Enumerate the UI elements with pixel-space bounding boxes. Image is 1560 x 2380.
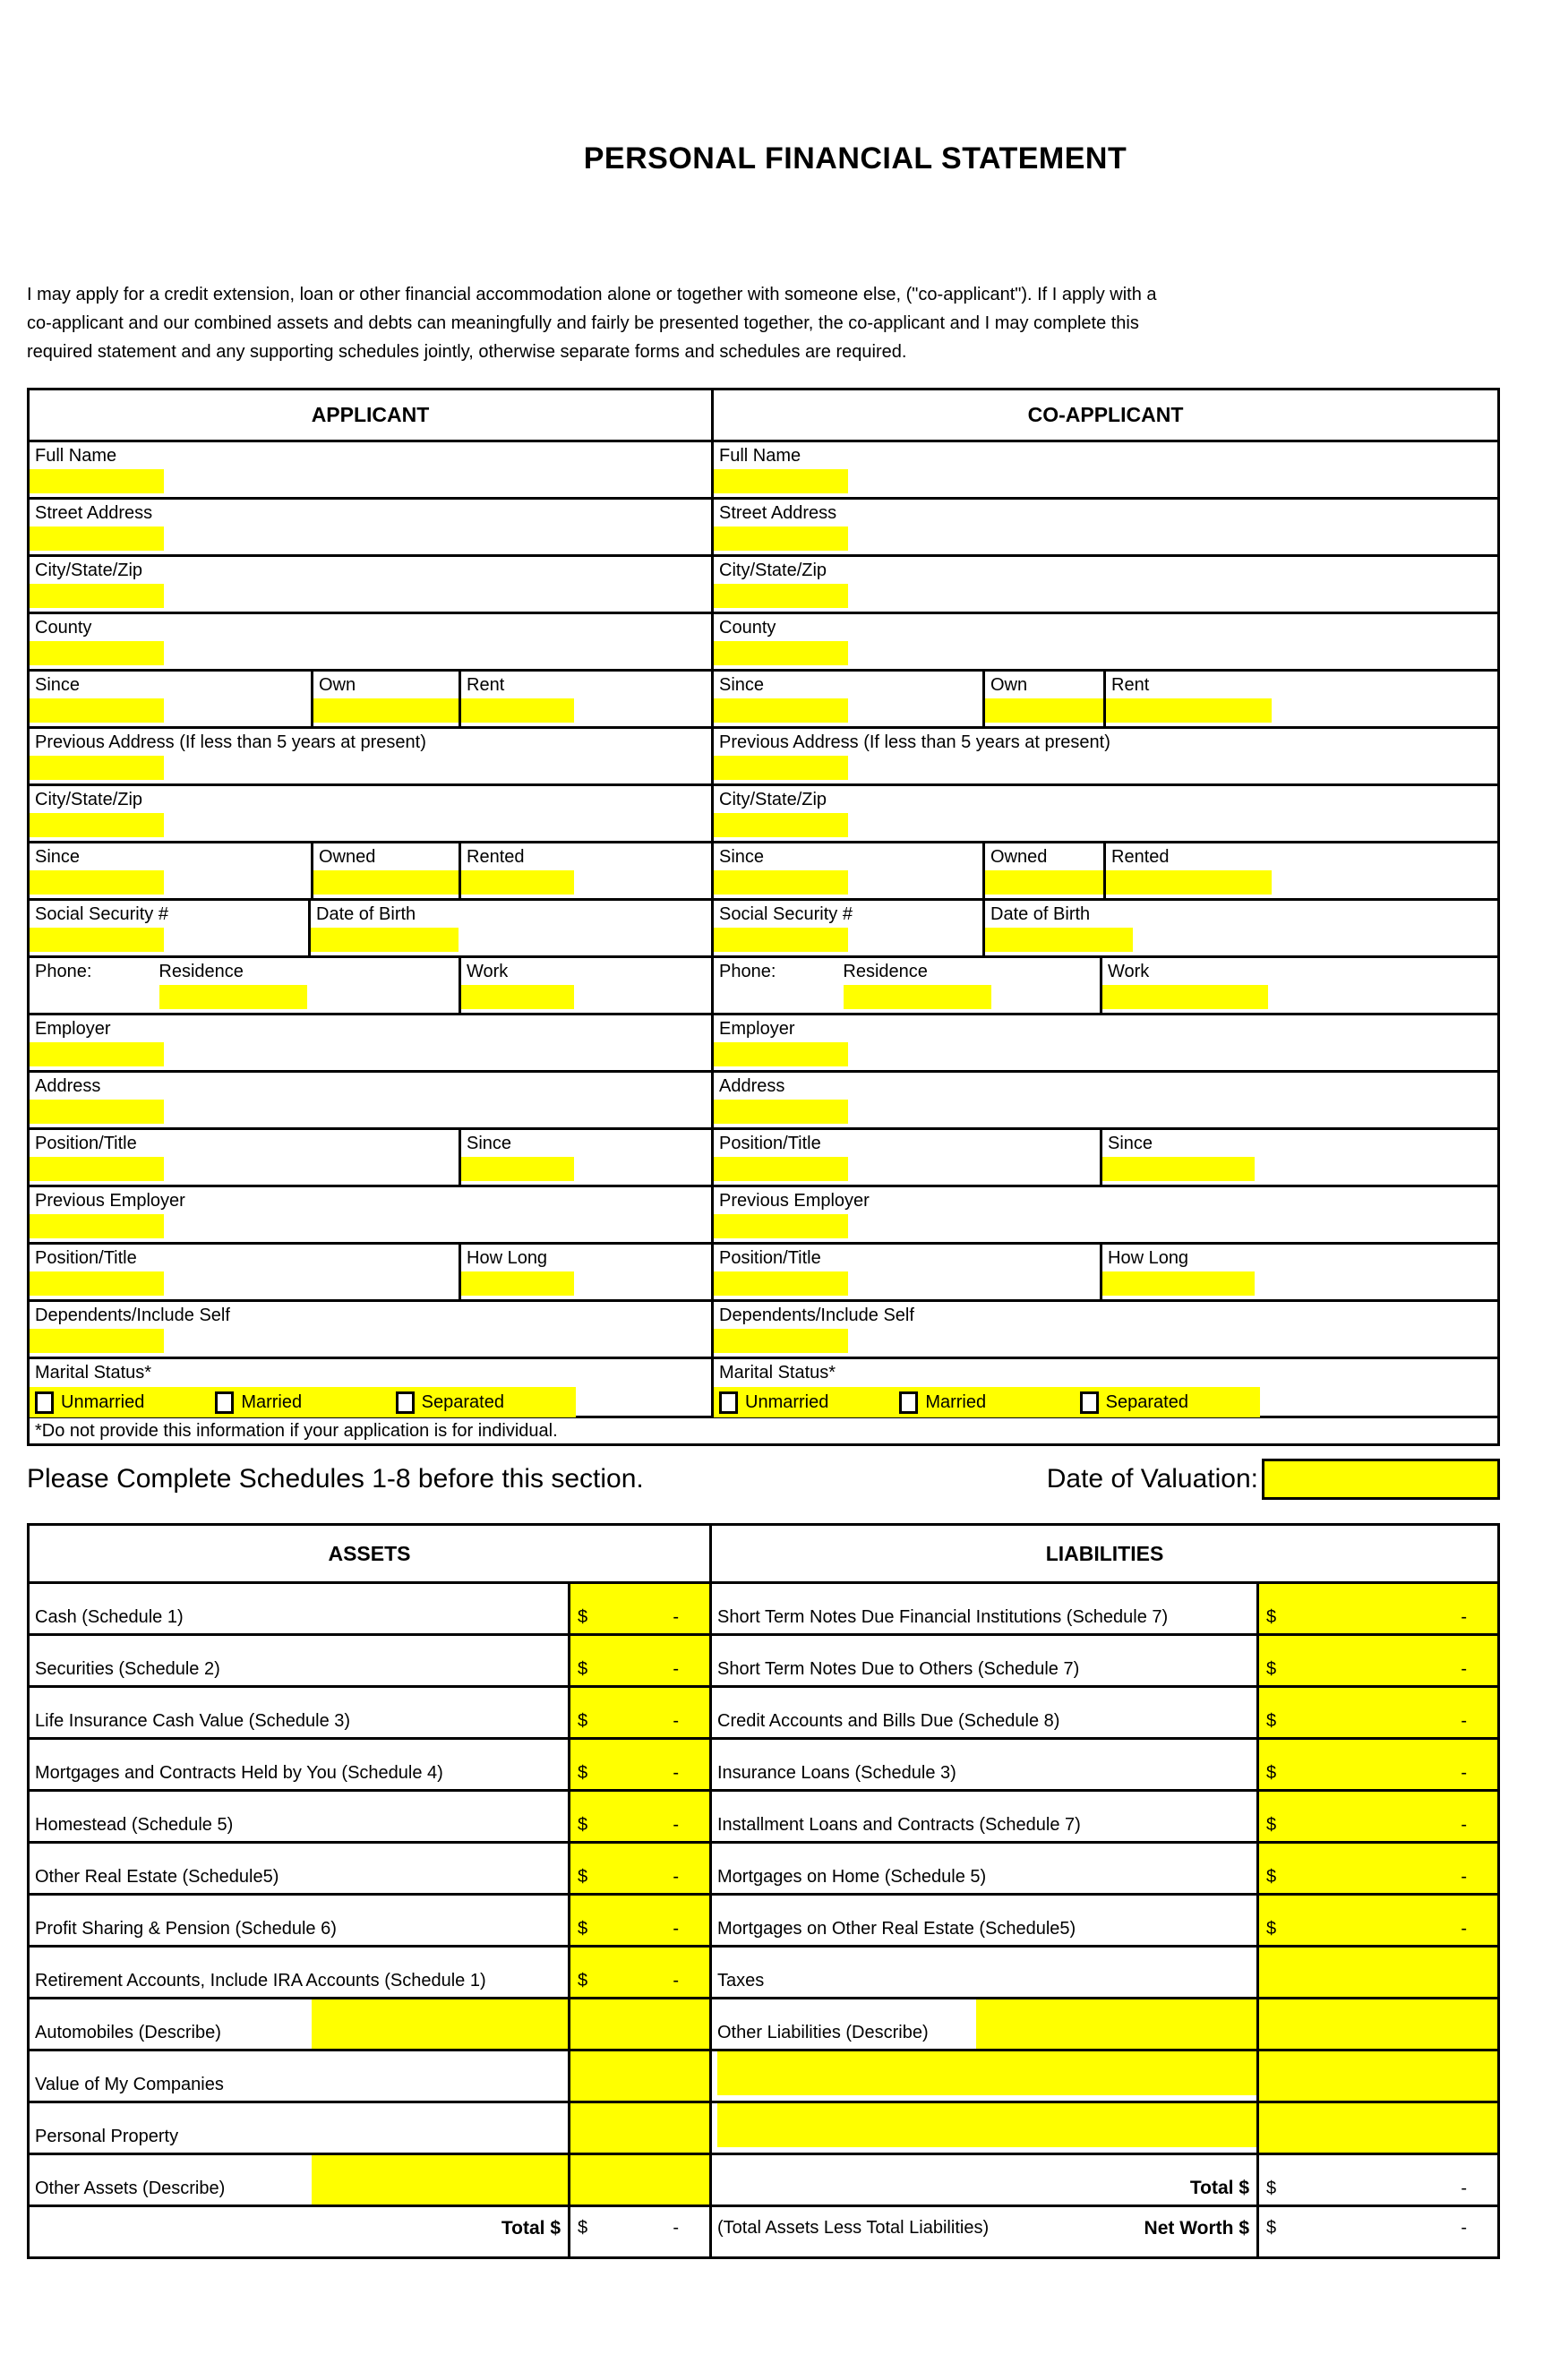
full-name-label: Full Name (719, 446, 801, 466)
currency-symbol: $ (1266, 1867, 1277, 1887)
applicant-street-address-input[interactable] (30, 527, 164, 551)
currency-symbol: $ (1266, 1711, 1277, 1731)
co-applicant-previous-address-input[interactable] (714, 756, 848, 780)
table-row (30, 1997, 1497, 2049)
currency-symbol: $ (578, 2218, 588, 2238)
separated-label: Separated (421, 1391, 504, 1412)
other-assets-amount-input[interactable] (570, 2155, 709, 2204)
asset-label: Retirement Accounts, Include IRA Accounts (Schedule 1) (35, 1971, 486, 1990)
liability-label: Insurance Loans (Schedule 3) (709, 1740, 1256, 1789)
other-liabilities-amount-input[interactable] (1259, 1999, 1497, 2049)
table-row (30, 669, 1497, 726)
applicant-previous-city-state-zip-input[interactable] (30, 813, 164, 837)
city-state-zip-label: City/State/Zip (719, 790, 827, 809)
currency-symbol: $ (578, 1711, 588, 1731)
taxes-amount-input[interactable] (1259, 1948, 1497, 1997)
address-label: Address (35, 1076, 101, 1096)
since-label: Since (1108, 1134, 1153, 1153)
rent-label: Rent (1111, 675, 1150, 695)
asset-label: Profit Sharing & Pension (Schedule 6) (35, 1919, 337, 1939)
asset-label: Mortgages and Contracts Held by You (Schedule 4) (35, 1763, 443, 1783)
amount-value: - (673, 1919, 679, 1939)
employer-label: Employer (35, 1019, 111, 1039)
co-applicant-own-input[interactable] (985, 698, 1103, 723)
liabilities-total-label: Total $ (709, 2155, 1256, 2204)
amount-value: - (1461, 1815, 1467, 1835)
asset-label: Homestead (Schedule 5) (35, 1815, 234, 1835)
work-label: Work (1108, 962, 1150, 981)
married-label: Married (241, 1391, 303, 1412)
applicant-unmarried-checkbox[interactable] (35, 1391, 54, 1414)
liability-label: Credit Accounts and Bills Due (Schedule 8) (709, 1688, 1256, 1737)
currency-symbol: $ (578, 1763, 588, 1783)
currency-symbol: $ (1266, 1815, 1277, 1835)
co-applicant-employer-address-input[interactable] (714, 1100, 848, 1124)
owned-label: Owned (319, 847, 376, 867)
employer-label: Employer (719, 1019, 795, 1039)
co-applicant-married-checkbox[interactable] (899, 1391, 918, 1414)
full-name-label: Full Name (35, 446, 117, 466)
liability-label: Short Term Notes Due to Others (Schedule 7) (709, 1636, 1256, 1685)
table-row (30, 1945, 1497, 1997)
amount-value: - (673, 1607, 679, 1627)
table-row (30, 1893, 1497, 1945)
rented-label: Rented (467, 847, 525, 867)
marital-status-label: Marital Status* (719, 1363, 836, 1383)
amount-value: - (1461, 2179, 1467, 2198)
co-applicant-rent-input[interactable] (1106, 698, 1272, 723)
applicant-county-input[interactable] (30, 641, 164, 665)
co-applicant-dependents-input[interactable] (714, 1329, 848, 1353)
amount-value: - (1461, 1867, 1467, 1887)
companies-value-amount-input[interactable] (570, 2051, 709, 2101)
position-title-label: Position/Title (35, 1248, 137, 1268)
liability-label: Taxes (709, 1948, 1256, 1997)
liability-label: Short Term Notes Due Financial Institutions (Schedule 7) (709, 1584, 1256, 1633)
applicant-previous-address-input[interactable] (30, 756, 164, 780)
since-label: Since (467, 1134, 512, 1153)
table-row (30, 841, 1497, 898)
currency-symbol: $ (1266, 1607, 1277, 1627)
amount-value: - (1461, 1711, 1467, 1731)
table-row (30, 955, 1497, 1013)
applicant-full-name-input[interactable] (30, 469, 164, 493)
co-applicant-how-long-input[interactable] (1102, 1271, 1255, 1296)
liability-label: Mortgages on Other Real Estate (Schedule5) (709, 1896, 1256, 1945)
applicant-city-state-zip-input[interactable] (30, 584, 164, 608)
applicant-owned-input[interactable] (313, 870, 459, 895)
position-title-label: Position/Title (719, 1248, 821, 1268)
mortgages-home-amount-input[interactable] (1259, 1844, 1497, 1893)
currency-symbol: $ (1266, 1763, 1277, 1783)
liability-label: Other Liabilities (Describe) (717, 2023, 929, 2042)
schedules-section (27, 1457, 1500, 1502)
applicant-previous-employer-input[interactable] (30, 1214, 164, 1238)
page (0, 141, 1560, 2380)
dob-label: Date of Birth (990, 904, 1091, 924)
currency-symbol: $ (578, 1971, 588, 1990)
securities-amount-input[interactable] (570, 1636, 709, 1685)
profit-sharing-amount-input[interactable] (570, 1896, 709, 1945)
asset-label: Other Assets (Describe) (35, 2179, 226, 2198)
amount-value: - (673, 1971, 679, 1990)
amount-value: - (1461, 1763, 1467, 1783)
city-state-zip-label: City/State/Zip (719, 561, 827, 580)
applicant-table (27, 388, 1500, 1446)
liabilities-total-amount[interactable] (1259, 2155, 1497, 2204)
table-row (30, 497, 1497, 554)
applicant-ssn-input[interactable] (30, 928, 164, 952)
asset-label: Other Real Estate (Schedule5) (35, 1867, 279, 1887)
co-applicant-separated-checkbox[interactable] (1080, 1391, 1099, 1414)
short-term-notes-fi-amount-input[interactable] (1259, 1584, 1497, 1633)
liability-amount-input[interactable] (1259, 2051, 1497, 2101)
amount-value: - (673, 1763, 679, 1783)
asset-label: Value of My Companies (35, 2075, 224, 2094)
other-liabilities-describe-input[interactable] (976, 1999, 1256, 2049)
previous-employer-label: Previous Employer (35, 1191, 185, 1211)
separated-label: Separated (1105, 1391, 1188, 1412)
amount-value: - (1461, 1659, 1467, 1679)
table-row (30, 1013, 1497, 1070)
applicant-marital-strip (30, 1387, 576, 1417)
credit-accounts-amount-input[interactable] (1259, 1688, 1497, 1737)
table-row (30, 2204, 1497, 2256)
table-row (30, 1789, 1497, 1841)
co-applicant-county-input[interactable] (714, 641, 848, 665)
co-applicant-street-address-input[interactable] (714, 527, 848, 551)
co-applicant-previous-position-title-input[interactable] (714, 1271, 848, 1296)
balance-sheet-header (30, 1526, 1497, 1581)
applicant-separated-checkbox[interactable] (396, 1391, 415, 1414)
street-address-label: Street Address (719, 503, 837, 523)
co-applicant-city-state-zip-input[interactable] (714, 584, 848, 608)
insurance-loans-amount-input[interactable] (1259, 1740, 1497, 1789)
dependents-label: Dependents/Include Self (719, 1306, 914, 1325)
table-row (30, 1127, 1497, 1185)
unmarried-label: Unmarried (745, 1391, 829, 1412)
table-row (30, 612, 1497, 669)
applicant-employer-input[interactable] (30, 1042, 164, 1066)
amount-value: - (1461, 2218, 1467, 2238)
applicant-work-phone-input[interactable] (461, 985, 574, 1009)
applicant-own-input[interactable] (313, 698, 459, 723)
applicant-rented-input[interactable] (461, 870, 574, 895)
table-row (30, 2101, 1497, 2153)
page-title: PERSONAL FINANCIAL STATEMENT (583, 141, 1127, 176)
net-worth-amount[interactable] (1259, 2207, 1497, 2256)
other-assets-describe-input[interactable] (312, 2155, 568, 2204)
amount-value: - (673, 1711, 679, 1731)
table-row (30, 1737, 1497, 1789)
co-applicant-position-title-input[interactable] (714, 1157, 848, 1181)
position-title-label: Position/Title (35, 1134, 137, 1153)
dob-label: Date of Birth (316, 904, 416, 924)
assets-total-amount[interactable] (570, 2207, 709, 2256)
liability-label: Mortgages on Home (Schedule 5) (709, 1844, 1256, 1893)
assets-header: ASSETS (328, 1541, 411, 1565)
schedules-heading: Please Complete Schedules 1-8 before this section. (27, 1464, 644, 1494)
marital-footnote: *Do not provide this information if your application is for individual. (30, 1416, 1497, 1443)
amount-value: - (673, 2218, 679, 2238)
county-label: County (719, 618, 776, 638)
co-applicant-unmarried-checkbox[interactable] (719, 1391, 738, 1414)
asset-label: Automobiles (Describe) (35, 2023, 221, 2042)
co-applicant-previous-employer-input[interactable] (714, 1214, 848, 1238)
table-row (30, 1633, 1497, 1685)
co-applicant-previous-since-input[interactable] (714, 870, 848, 895)
residence-label: Residence (159, 962, 244, 981)
city-state-zip-label: City/State/Zip (35, 561, 143, 580)
co-applicant-employer-input[interactable] (714, 1042, 848, 1066)
co-applicant-work-phone-input[interactable] (1102, 985, 1268, 1009)
currency-symbol: $ (578, 1867, 588, 1887)
life-insurance-amount-input[interactable] (570, 1688, 709, 1737)
applicant-employer-address-input[interactable] (30, 1100, 164, 1124)
applicant-previous-position-title-input[interactable] (30, 1271, 164, 1296)
amount-value: - (673, 1659, 679, 1679)
liability-highlight-area[interactable] (717, 2051, 1256, 2095)
co-applicant-header: CO-APPLICANT (711, 390, 1497, 440)
asset-label: Cash (Schedule 1) (35, 1607, 184, 1627)
city-state-zip-label: City/State/Zip (35, 790, 143, 809)
automobiles-describe-input[interactable] (312, 1999, 568, 2049)
position-title-label: Position/Title (719, 1134, 821, 1153)
table-row (30, 898, 1497, 955)
co-applicant-position-since-input[interactable] (1102, 1157, 1255, 1181)
applicant-header: APPLICANT (311, 403, 430, 426)
street-address-label: Street Address (35, 503, 153, 523)
how-long-label: How Long (467, 1248, 548, 1268)
applicant-since-input[interactable] (30, 698, 164, 723)
table-row (30, 1242, 1497, 1299)
applicant-table-header (30, 390, 1497, 440)
applicant-married-checkbox[interactable] (215, 1391, 234, 1414)
table-row (30, 1185, 1497, 1242)
amount-value: - (673, 1867, 679, 1887)
previous-address-label: Previous Address (If less than 5 years at present) (719, 732, 1110, 752)
own-label: Own (319, 675, 356, 695)
co-applicant-rented-input[interactable] (1106, 870, 1272, 895)
applicant-position-title-input[interactable] (30, 1157, 164, 1181)
currency-symbol: $ (1266, 2179, 1277, 2198)
co-applicant-dob-input[interactable] (985, 928, 1133, 952)
previous-address-label: Previous Address (If less than 5 years at present) (35, 732, 426, 752)
co-applicant-owned-input[interactable] (985, 870, 1103, 895)
unmarried-label: Unmarried (61, 1391, 145, 1412)
homestead-amount-input[interactable] (570, 1792, 709, 1841)
table-row (30, 440, 1497, 497)
co-applicant-residence-phone-input[interactable] (844, 985, 991, 1009)
applicant-dob-input[interactable] (311, 928, 459, 952)
table-row (30, 726, 1497, 783)
mortgages-other-re-amount-input[interactable] (1259, 1896, 1497, 1945)
rent-label: Rent (467, 675, 505, 695)
table-row (30, 1070, 1497, 1127)
currency-symbol: $ (1266, 1659, 1277, 1679)
asset-label: Life Insurance Cash Value (Schedule 3) (35, 1711, 351, 1731)
net-worth-label: Net Worth $ (1144, 2218, 1249, 2239)
phone-label: Phone: (35, 962, 92, 981)
amount-value: - (1461, 1919, 1467, 1939)
retirement-amount-input[interactable] (570, 1948, 709, 1997)
since-label: Since (35, 675, 81, 695)
table-row (30, 554, 1497, 612)
personal-property-amount-input[interactable] (570, 2103, 709, 2153)
net-worth-note: (Total Assets Less Total Liabilities) (717, 2218, 990, 2238)
table-row (30, 2153, 1497, 2204)
owned-label: Owned (990, 847, 1048, 867)
work-label: Work (467, 962, 509, 981)
dependents-label: Dependents/Include Self (35, 1306, 230, 1325)
installment-loans-amount-input[interactable] (1259, 1792, 1497, 1841)
liabilities-header: LIABILITIES (709, 1526, 1497, 1581)
amount-value: - (1461, 1607, 1467, 1627)
how-long-label: How Long (1108, 1248, 1189, 1268)
residence-label: Residence (843, 962, 928, 981)
married-label: Married (925, 1391, 987, 1412)
liability-label: Installment Loans and Contracts (Schedule 7) (709, 1792, 1256, 1841)
marital-status-label: Marital Status* (35, 1363, 152, 1383)
mortgages-held-amount-input[interactable] (570, 1740, 709, 1789)
applicant-residence-phone-input[interactable] (159, 985, 307, 1009)
since-label: Since (35, 847, 81, 867)
cash-amount-input[interactable] (570, 1584, 709, 1633)
currency-symbol: $ (578, 1919, 588, 1939)
liability-amount-input[interactable] (1259, 2103, 1497, 2153)
automobiles-amount-input[interactable] (570, 1999, 709, 2049)
ssn-label: Social Security # (35, 904, 168, 924)
table-row (30, 1299, 1497, 1357)
assets-total-label: Total $ (501, 2218, 561, 2239)
since-label: Since (719, 675, 765, 695)
co-applicant-since-input[interactable] (714, 698, 848, 723)
amount-value: - (673, 1815, 679, 1835)
county-label: County (35, 618, 92, 638)
intro-paragraph: I may apply for a credit extension, loan or other financial accommodation alone or together with someone else, ("co-applicant"). If I apply with a co-applicant and our combined assets and debts can meaningfully and fairly be presented together, the co-applicant and I may complete this required statement and any supporting schedules jointly, otherwise separate forms and schedules are required. (27, 285, 1157, 362)
balance-sheet-table (27, 1523, 1500, 2259)
co-applicant-previous-city-state-zip-input[interactable] (714, 813, 848, 837)
applicant-previous-since-input[interactable] (30, 870, 164, 895)
currency-symbol: $ (578, 1659, 588, 1679)
currency-symbol: $ (1266, 1919, 1277, 1939)
asset-label: Personal Property (35, 2127, 179, 2146)
co-applicant-full-name-input[interactable] (714, 469, 848, 493)
table-row (30, 1581, 1497, 1633)
short-term-notes-others-amount-input[interactable] (1259, 1636, 1497, 1685)
asset-label: Securities (Schedule 2) (35, 1659, 220, 1679)
address-label: Address (719, 1076, 785, 1096)
table-row (30, 1357, 1497, 1416)
own-label: Own (990, 675, 1028, 695)
co-applicant-marital-strip (714, 1387, 1260, 1417)
liability-highlight-area[interactable] (717, 2103, 1256, 2147)
table-row (30, 783, 1497, 841)
table-row (30, 1841, 1497, 1893)
previous-employer-label: Previous Employer (719, 1191, 870, 1211)
date-of-valuation-input[interactable] (1262, 1459, 1500, 1500)
co-applicant-ssn-input[interactable] (714, 928, 848, 952)
other-real-estate-amount-input[interactable] (570, 1844, 709, 1893)
applicant-position-since-input[interactable] (461, 1157, 574, 1181)
currency-symbol: $ (578, 1815, 588, 1835)
table-row (30, 2049, 1497, 2101)
applicant-dependents-input[interactable] (30, 1329, 164, 1353)
phone-label: Phone: (719, 962, 776, 981)
currency-symbol: $ (1266, 2218, 1277, 2238)
since-label: Since (719, 847, 765, 867)
applicant-rent-input[interactable] (461, 698, 574, 723)
date-of-valuation-label: Date of Valuation: (1046, 1464, 1258, 1494)
table-row (30, 1685, 1497, 1737)
ssn-label: Social Security # (719, 904, 853, 924)
currency-symbol: $ (578, 1607, 588, 1627)
rented-label: Rented (1111, 847, 1170, 867)
applicant-how-long-input[interactable] (461, 1271, 574, 1296)
